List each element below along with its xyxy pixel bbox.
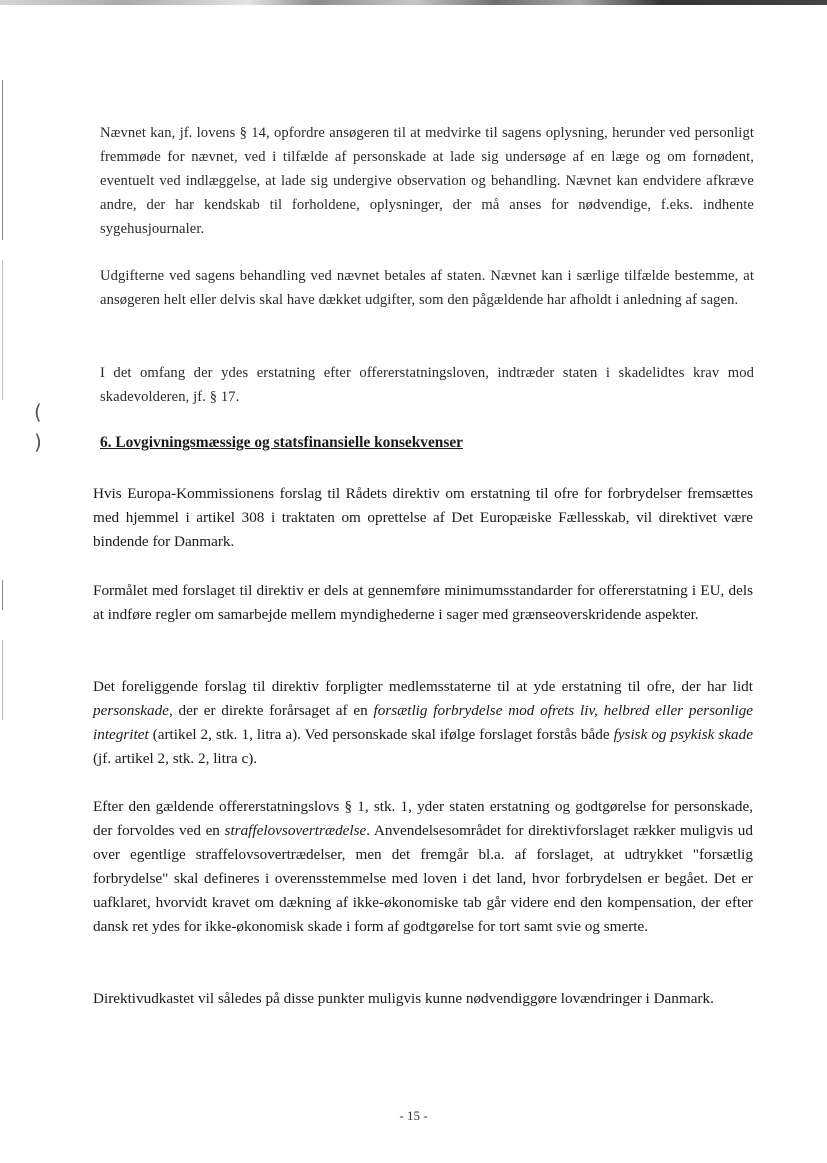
paragraph-directive-binding: Hvis Europa-Kommissionens forslag til Rådets direktiv om erstatning til ofre for forbrydelser fremsættes med hjemmel i artikel 308 i traktaten om oprettelse af Det Europæiske Fællesskab, vil direktivet være bindende for Danmark. xyxy=(93,485,753,550)
emphasis-text: fysisk og psykisk skade xyxy=(613,726,753,743)
paragraph-subrogation: I det omfang der ydes erstatning efter offererstatningsloven, indtræder staten i skadelidtes krav mod skadevolderen, jf. § 17. xyxy=(100,365,754,405)
emphasis-text: forsætlig forbrydelse mod ofrets liv, helbred eller personlige integritet xyxy=(93,702,753,743)
paragraph-costs: Udgifterne ved sagens behandling ved nævnet betales af staten. Nævnet kan i særlige tilfælde bestemme, at ansøgeren helt eller delvis skal have dækket udgifter, som den pågældende har afholdt i anledning af sagen. xyxy=(100,268,754,308)
margin-mark xyxy=(2,80,3,240)
page-number: - 15 - xyxy=(399,1108,428,1123)
text-run: (artikel 2, stk. 1, litra a). Ved personskade skal ifølge forslaget forstås både xyxy=(148,726,614,743)
text-run: , der er direkte forårsaget af en xyxy=(168,702,374,719)
punch-hole-mark: ( ) xyxy=(34,400,42,454)
paragraph-tribunal-powers: Nævnet kan, jf. lovens § 14, opfordre ansøgeren til at medvirke til sagens oplysning, herunder ved personligt fremmøde for nævnet, ved i tilfælde af personskade at lade sig undersøge af en læge og om fornødent, eventuelt ved indlæggelse, at lade sig undergive observation og behandling. Nævnet kan endvidere afkræve andre, der har kendskab til forholdene, oplysninger, der må anses for nødvendige, f.eks. indhente sygehusjournaler. xyxy=(100,125,754,237)
text-run: . Anvendelsesområdet for direktivforslaget rækker muligvis ud over egentlige straffelovsovertrædelser, men det fremgår bl.a. af forslaget, at udtrykket "forsætlig forbrydelse" skal defineres i overensstemmelse med loven i det land, hvor forbrydelsen er begået. Det er uafklaret, hvorvidt kravet om dækning af ikke-økonomiske tab går videre end den kompensation, der efter dansk ret ydes for ikke-økonomisk skade i form af godtgørelse for tort samt svie og smerte. xyxy=(93,822,753,935)
section-heading: 6. Lovgivningsmæssige og statsfinansielle konsekvenser xyxy=(100,434,463,451)
paragraph-obligations xyxy=(93,675,753,771)
margin-mark xyxy=(2,580,3,610)
scan-edge-artifact xyxy=(0,0,827,5)
margin-mark xyxy=(2,640,3,720)
emphasis-text: personskade xyxy=(93,702,169,719)
emphasis-text: straffelovsovertrædelse xyxy=(224,822,367,839)
paragraph-purpose: Formålet med forslaget til direktiv er dels at gennemføre minimumsstandarder for offererstatning i EU, dels at indføre regler om samarbejde mellem myndighederne i sager med grænseoverskridende aspekter. xyxy=(93,582,753,623)
text-run: Det foreliggende forslag til direktiv forpligter medlemsstaterne til at yde erstatning til ofre, der har lidt xyxy=(93,678,753,695)
margin-mark xyxy=(2,260,3,400)
paragraph-current-law xyxy=(93,795,753,939)
paragraph-conclusion: Direktivudkastet vil således på disse punkter muligvis kunne nødvendiggøre lovændringer i Danmark. xyxy=(93,990,714,1007)
text-run: (jf. artikel 2, stk. 2, litra c). xyxy=(93,750,258,767)
text-run: Efter den gældende offererstatningslovs § 1, stk. 1, yder staten erstatning og godtgørelse for personskade, der forvoldes ved en xyxy=(93,798,753,839)
